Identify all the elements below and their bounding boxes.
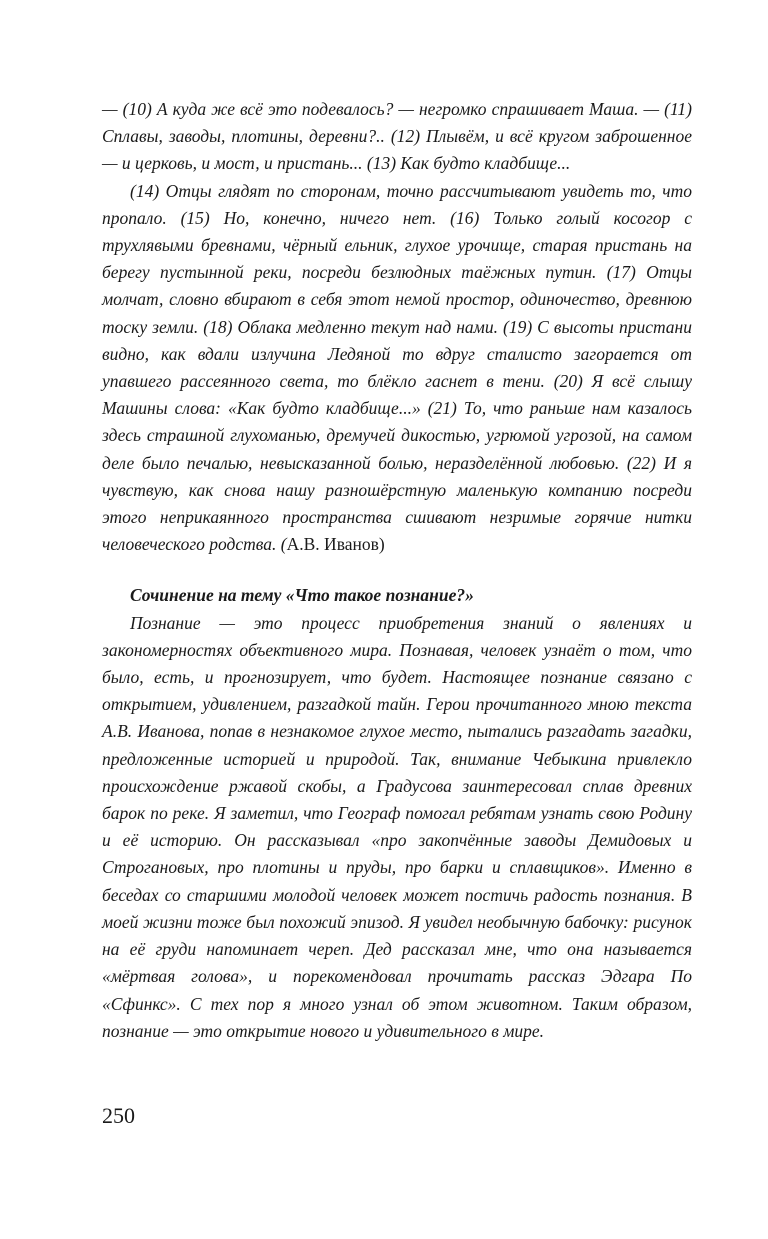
narrative-paragraph (102, 178, 692, 559)
narrative-text: (14) Отцы глядят по сторонам, точно рассчитывают увидеть то, что пропало. (15) Но, конечно, ничего нет. (16) Только голый косогор с трухлявыми бревнами, чёрный ельник, глухое урочище, старая пристань на берегу пустынной реки, посреди безлюдных таёжных путин. (17) Отцы молчат, словно вбирают в себя этот немой простор, одиночество, древнюю тоску земли. (18) Облака медленно текут над нами. (19) С высоты пристани видно, как вдали излучина Ледяной то вдруг сталисто загорается от упавшего рассеянного света, то блёкло гаснет в тени. (20) Я всё слышу Машины слова: «Как будто кладбище...» (21) То, что раньше нам казалось здесь страшной глухоманью, дремучей дикостью, угрюмой угрозой, на самом деле было печалью, невысказанной болью, неразделённой любовью. (22) И я чувствую, как снова нашу разношёрстную маленькую компанию посреди этого неприкаянного пространства сшивают незримые горячие нитки человеческого родства. (102, 180, 692, 555)
page-number: 250 (102, 1103, 135, 1128)
author-name: А.В. Иванов) (286, 534, 385, 555)
page-content (102, 96, 692, 1045)
essay-heading: Сочинение на тему «Что такое познание?» (130, 585, 474, 606)
author-attribution (281, 534, 385, 554)
author-open-paren: ( (280, 534, 287, 555)
dialogue-paragraph: — (10) А куда же всё это подевалось? — негромко спрашивает Маша. — (11) Сплавы, заводы, плотины, деревни?.. (12) Плывём, и всё кругом заброшенное — и церковь, и мост, и пристань... (13) Как будто кладбище... (102, 99, 692, 174)
essay-paragraph: Познание — это процесс приобретения знаний о явлениях и закономерностях объективного мира. Познавая, человек узнаёт о том, что было, есть, и прогнозирует, что будет. Настоящее познание связано с открытием, удивлением, разгадкой тайн. Герои прочитанного мною текста А.В. Иванова, попав в незнакомое глухое место, пытались разгадать загадки, предложенные историей и природой. Так, внимание Чебыкина привлекло происхождение ржавой скобы, а Градусова заинтересовал сплав древних барок по реке. Я заметил, что Географ помогал ребятам узнать свою Родину и её историю. Он рассказывал «про закопчённые заводы Демидовых и Строгановых, про плотины и пруды, про барки и сплавщиков». Именно в беседах со старшими молодой человек может постичь радость познания. В моей жизни тоже был похожий эпизод. Я увидел необычную бабочку: рисунок на её груди напоминает череп. Дед рассказал мне, что она называется «мёртвая голова», и порекомендовал прочитать рассказ Эдгара По «Сфинкс». С тех пор я много узнал об этом животном. Таким образом, познание — это открытие нового и удивительного в мире. (102, 612, 692, 1041)
